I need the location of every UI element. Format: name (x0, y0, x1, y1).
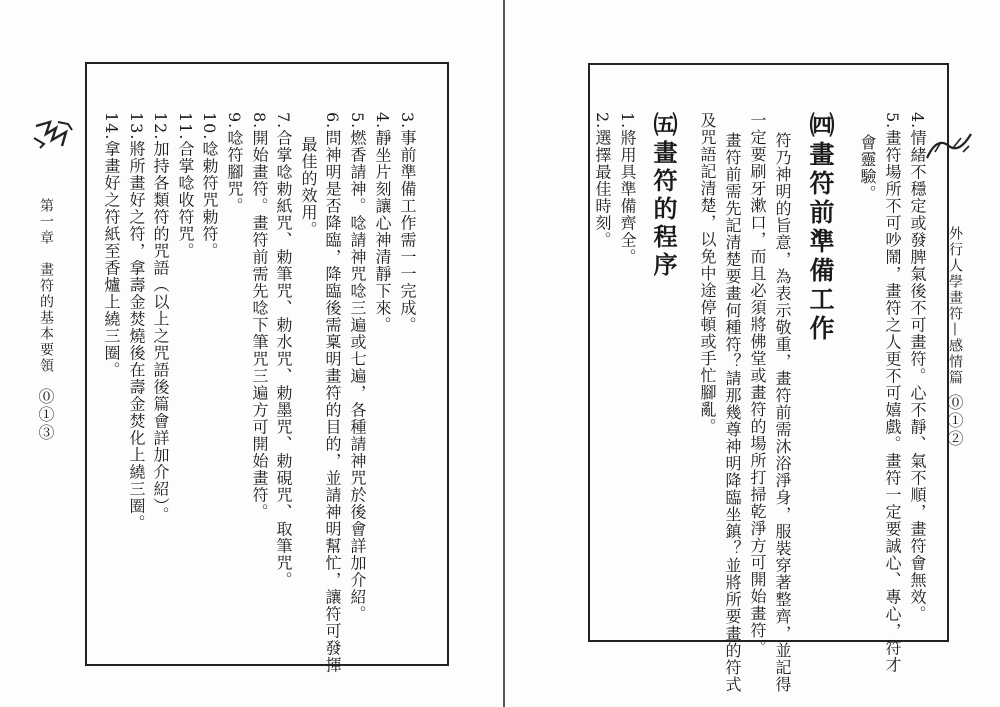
section-5-title: ㈤畫符的程序 (649, 112, 677, 280)
rule-item-continuation: 會靈驗。 (858, 134, 877, 202)
page-number: ⓪①③ (36, 388, 55, 442)
paragraph-line: 符乃神明的旨意，為表示敬重，畫符前需沐浴淨身，服裝穿著整齊，並記得 (773, 132, 792, 693)
procedure-item: 2.選擇最佳時刻。 (593, 112, 612, 249)
step-item: 3.事前準備工作需一一完成。 (398, 112, 417, 334)
rule-item: 5.畫符場所不可吵鬧，畫符之人更不可嬉戲。畫符一定要誠心、專心，符才 (883, 112, 902, 674)
step-item: 7.合掌唸勅紙咒、勅筆咒、勅水咒、勅墨咒、勅硯咒、取筆咒。 (274, 112, 293, 589)
procedure-item: 1.將用具準備齊全。 (618, 112, 637, 266)
step-item: 10.唸勅符咒勅符。 (200, 112, 219, 260)
paragraph-line: 及咒語記清楚，以免中途停頓或手忙腳亂。 (698, 112, 717, 435)
rule-item: 4.情緒不穩定或發脾氣後不可畫符。心不靜、氣不順，畫符會無效。 (908, 112, 927, 623)
step-item: 13.將所畫好之符，拿壽金焚燒後在壽金焚化上繞三圈。 (127, 112, 146, 532)
corner-ornament-icon (925, 128, 973, 162)
step-item: 12.加持各類符的咒語（以上之咒語後篇會詳加介紹）。 (151, 112, 170, 524)
step-item: 9.唸符腳咒。 (225, 112, 244, 215)
step-item-continuation: 最佳的效用。 (299, 136, 318, 238)
section-4-title: ㈣畫符前準備工作 (806, 112, 835, 344)
page-number: ⓪①② (945, 394, 964, 448)
step-item: 4.靜坐片刻讓心神清靜下來。 (373, 112, 392, 334)
step-item: 6.問神明是否降臨，降臨後需稟明畫符的目的，並請神明幫忙，讓符可發揮 (323, 112, 342, 674)
paragraph-line: 畫符前需先記清楚要畫何種符？請那幾尊神明降臨坐鎮？並將所要畫的符式 (723, 132, 742, 693)
step-item: 14.拿畫好之符紙至香爐上繞三圈。 (102, 112, 121, 379)
chapter-ornament-icon (32, 118, 74, 152)
step-item: 11.合掌唸收符咒。 (176, 112, 195, 260)
right-page (505, 0, 1000, 707)
step-item: 5.燃香請神。唸請神咒唸三遍或七遍，各種請神咒於後會詳加介紹。 (348, 112, 367, 623)
running-head: 第一章 畫符的基本要領 (38, 198, 54, 374)
paragraph-line: 一定要刷牙漱口，而且必須將佛堂或畫符的場所打掃乾淨方可開始畫符。 (748, 112, 767, 656)
running-head: 外行人學畫符—感情篇 (947, 226, 963, 386)
step-item: 8.開始畫符。畫符前需先唸下筆咒三遍方可開始畫符。 (250, 112, 269, 521)
